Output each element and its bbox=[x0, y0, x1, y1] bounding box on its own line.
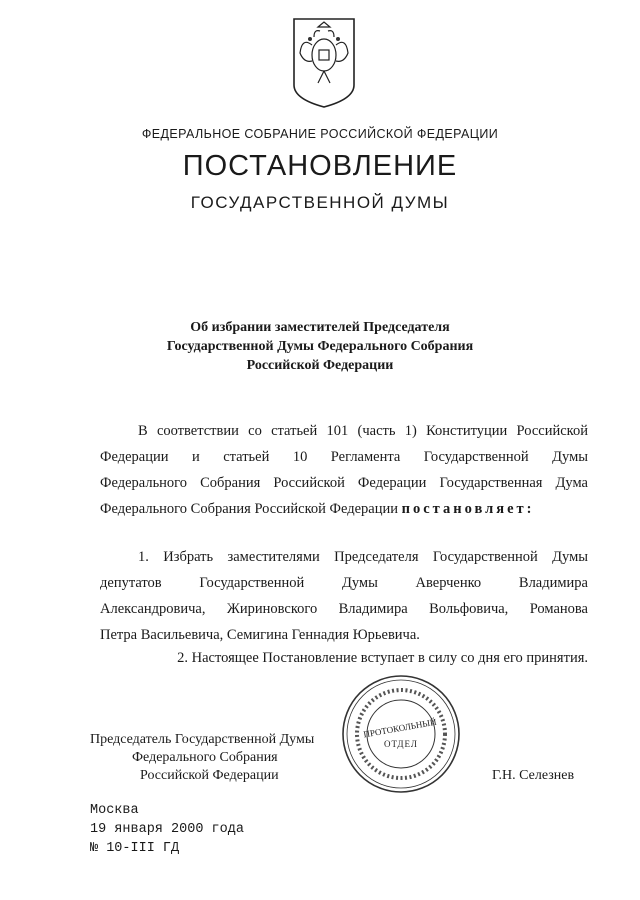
preamble-paragraph bbox=[100, 418, 588, 522]
double-headed-eagle-icon bbox=[290, 15, 358, 111]
preamble-line: Федерации и статьей 10 Регламента Государственной Думы bbox=[100, 449, 588, 465]
resolution-number: № 10-III ГД bbox=[90, 841, 180, 856]
stamp-inner-top: ПРОТОКОЛЬНЫЙ bbox=[362, 716, 438, 740]
document-issuer-subtitle: ГОСУДАРСТВЕННОЙ ДУМЫ bbox=[190, 193, 450, 212]
item-1-line: Александровича, Жириновского Владимира Вольфовича, Романова bbox=[100, 601, 588, 617]
adoption-date: 19 января 2000 года bbox=[90, 822, 244, 837]
document-type-title: ПОСТАНОВЛЕНИЕ bbox=[182, 150, 458, 182]
resolution-heading bbox=[130, 318, 510, 375]
heading-line: Об избрании заместителей Председателя bbox=[190, 320, 450, 335]
preamble-line: Федерального Собрания Российской Федерации Государственная Дума bbox=[100, 475, 588, 491]
item-1-line: депутатов Государственной Думы Аверченко Владимира bbox=[100, 575, 588, 591]
place-city: Москва bbox=[90, 803, 139, 818]
signatory-title-line: Председатель Государственной Думы bbox=[90, 732, 315, 747]
signatory-title-line: Российской Федерации bbox=[140, 768, 279, 783]
decree-word: постановляет: bbox=[401, 501, 535, 517]
organization-name: ФЕДЕРАЛЬНОЕ СОБРАНИЕ РОССИЙСКОЙ ФЕДЕРАЦИИ bbox=[141, 127, 499, 141]
heading-line: Государственной Думы Федерального Собрания bbox=[166, 339, 474, 354]
item-2-paragraph: 2. Настоящее Постановление вступает в силу со дня его принятия. bbox=[177, 650, 588, 666]
preamble-line: В соответствии со статьей 101 (часть 1) Конституции Российской bbox=[138, 423, 588, 439]
item-1-line: Петра Васильевича, Семигина Геннадия Юрьевича. bbox=[100, 627, 420, 643]
signatory-name: Г.Н. Селезнев bbox=[492, 768, 575, 783]
preamble-line-text: Федерального Собрания Российской Федерации bbox=[100, 501, 399, 517]
stamp-inner-bottom: ОТДЕЛ bbox=[383, 739, 419, 749]
round-stamp bbox=[340, 673, 462, 795]
item-1-line: 1. Избрать заместителями Председателя Государственной Думы bbox=[138, 549, 588, 565]
signatory-title-line: Федерального Собрания bbox=[132, 750, 278, 765]
preamble-line bbox=[100, 496, 588, 522]
item-1-paragraph bbox=[100, 544, 588, 648]
heading-line: Российской Федерации bbox=[246, 358, 394, 373]
